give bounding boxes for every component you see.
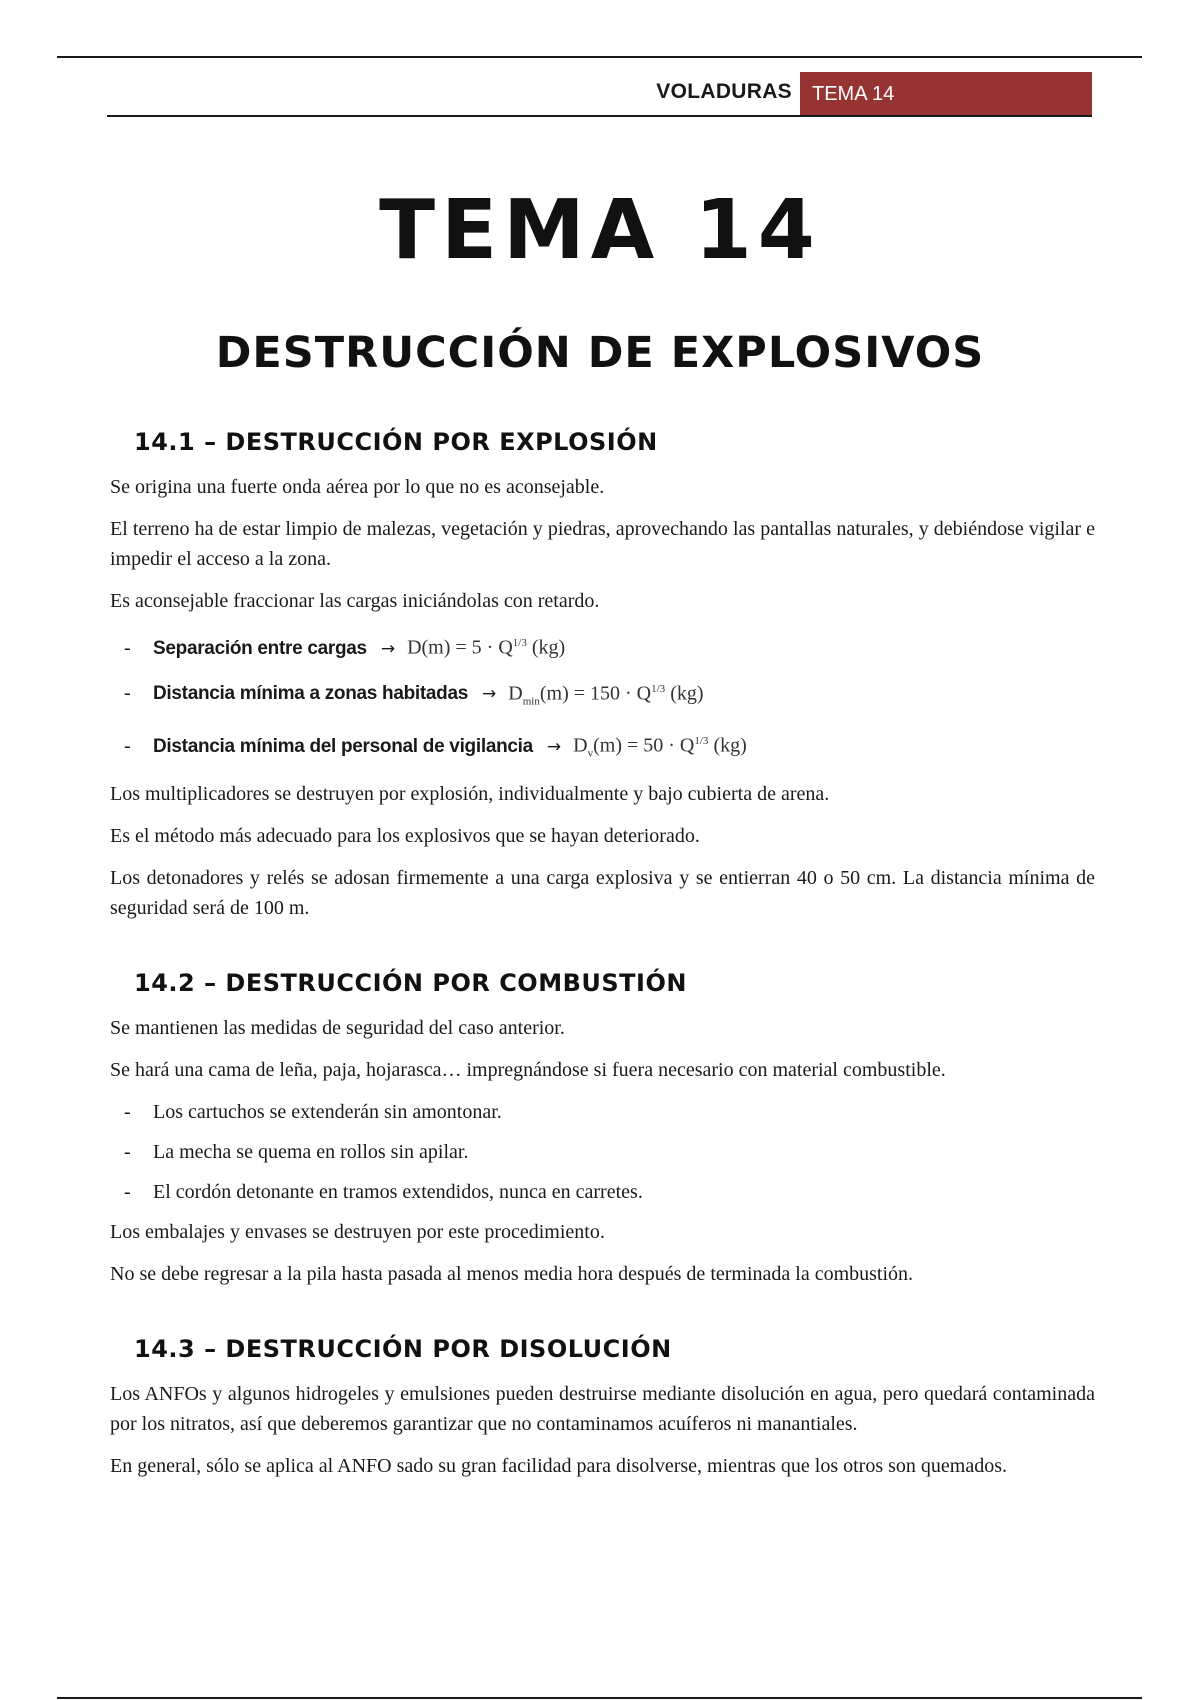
list-item xyxy=(110,726,1095,769)
paragraph: Se mantienen las medidas de seguridad del caso anterior. xyxy=(110,1016,565,1039)
section-combustion xyxy=(110,969,1095,1289)
bullet-dash: - xyxy=(124,1100,131,1123)
section-heading: 14.3 – DESTRUCCIÓN POR DISOLUCIÓN xyxy=(134,1334,672,1363)
list-item xyxy=(110,628,1095,664)
bullet-dash: - xyxy=(124,1180,131,1203)
bullet-label: Distancia mínima a zonas habitadas xyxy=(153,683,469,705)
section-heading: 14.1 – DESTRUCCIÓN POR EXPLOSIÓN xyxy=(134,428,658,456)
list-item-text: Los cartuchos se extenderán sin amontonar. xyxy=(153,1100,502,1123)
bullet-list xyxy=(110,1097,1095,1207)
paragraph: Los multiplicadores se destruyen por explosión, individualmente y bajo cubierta de arena. xyxy=(110,782,830,805)
bullet-dash: - xyxy=(124,636,131,659)
arrow-icon: → xyxy=(546,736,562,757)
formula: $D_v(m) = 50 \cdot Q^{1/3}$ (kg) xyxy=(573,734,747,760)
paragraph: Los detonadores y relés se adosan firmemente a una carga explosiva y se entierran 40 o 50 cm. La distancia mínima de seguridad será de 100 m. xyxy=(110,866,1095,919)
formula: $D(m) = 5 \cdot Q^{1/3}$ (kg) xyxy=(407,636,566,659)
paragraph: Es el método más adecuado para los explosivos que se hayan deteriorado. xyxy=(110,824,700,847)
section-explosion xyxy=(110,428,1095,923)
section-spacer xyxy=(110,1301,1095,1335)
paragraph: Los ANFOs y algunos hidrogeles y emulsiones pueden destruirse mediante disolución en agua, pero quedará contaminada por los nitratos, así que deberemos garantizar que no contaminamos acuíferos ni manantiales. xyxy=(110,1382,1095,1435)
list-item-text: La mecha se quema en rollos sin apilar. xyxy=(153,1140,469,1163)
list-item xyxy=(110,674,1095,717)
paragraph: En general, sólo se aplica al ANFO sado su gran facilidad para disolverse, mientras que los otros son quemados. xyxy=(110,1454,1008,1477)
list-item-text: El cordón detonante en tramos extendidos, nunca en carretes. xyxy=(153,1180,643,1203)
paragraph: El terreno ha de estar limpio de malezas, vegetación y piedras, aprovechando las pantallas naturales, y debiéndose vigilar e impedir el acceso a la zona. xyxy=(110,518,1095,570)
arrow-icon: → xyxy=(380,638,396,659)
chapter-badge: TEMA 14 xyxy=(800,72,1092,116)
page-subtitle: DESTRUCCIÓN DE EXPLOSIVOS xyxy=(215,328,985,378)
paragraph: Los embalajes y envases se destruyen por este procedimiento. xyxy=(110,1220,605,1243)
paragraph: No se debe regresar a la pila hasta pasada al menos media hora después de terminada la combustión. xyxy=(110,1262,914,1285)
paragraph: Es aconsejable fraccionar las cargas iniciándolas con retardo. xyxy=(110,590,600,612)
bullet-label: Separación entre cargas xyxy=(153,637,367,659)
bullet-dash: - xyxy=(124,1140,131,1163)
bullet-label: Distancia mínima del personal de vigilancia xyxy=(153,735,533,757)
formula: $D_{min}(m) = 150 \cdot Q^{1/3}$ (kg) xyxy=(508,682,704,708)
paragraph: Se origina una fuerte onda aérea por lo que no es aconsejable. xyxy=(110,476,605,498)
header-title: VOLADURAS xyxy=(656,80,792,103)
bullet-dash: - xyxy=(124,734,131,757)
page-title: TEMA 14 xyxy=(379,183,821,278)
section-dissolution xyxy=(110,1335,1095,1481)
header-rule xyxy=(107,115,1092,117)
list-item xyxy=(110,1177,1095,1207)
arrow-icon: → xyxy=(482,684,497,705)
document-body xyxy=(110,428,1095,1493)
paragraph: Se hará una cama de leña, paja, hojarasca… impregnándose si fuera necesario con material combustible. xyxy=(110,1058,946,1081)
section-heading: 14.2 – DESTRUCCIÓN POR COMBUSTIÓN xyxy=(134,968,687,997)
bottom-rule xyxy=(57,1697,1142,1699)
list-item xyxy=(110,1137,1095,1167)
section-spacer xyxy=(110,935,1095,969)
list-item xyxy=(110,1097,1095,1127)
bullet-dash: - xyxy=(124,682,131,705)
top-rule xyxy=(57,56,1142,58)
page-header xyxy=(107,72,1092,116)
formula-list xyxy=(110,628,1095,769)
